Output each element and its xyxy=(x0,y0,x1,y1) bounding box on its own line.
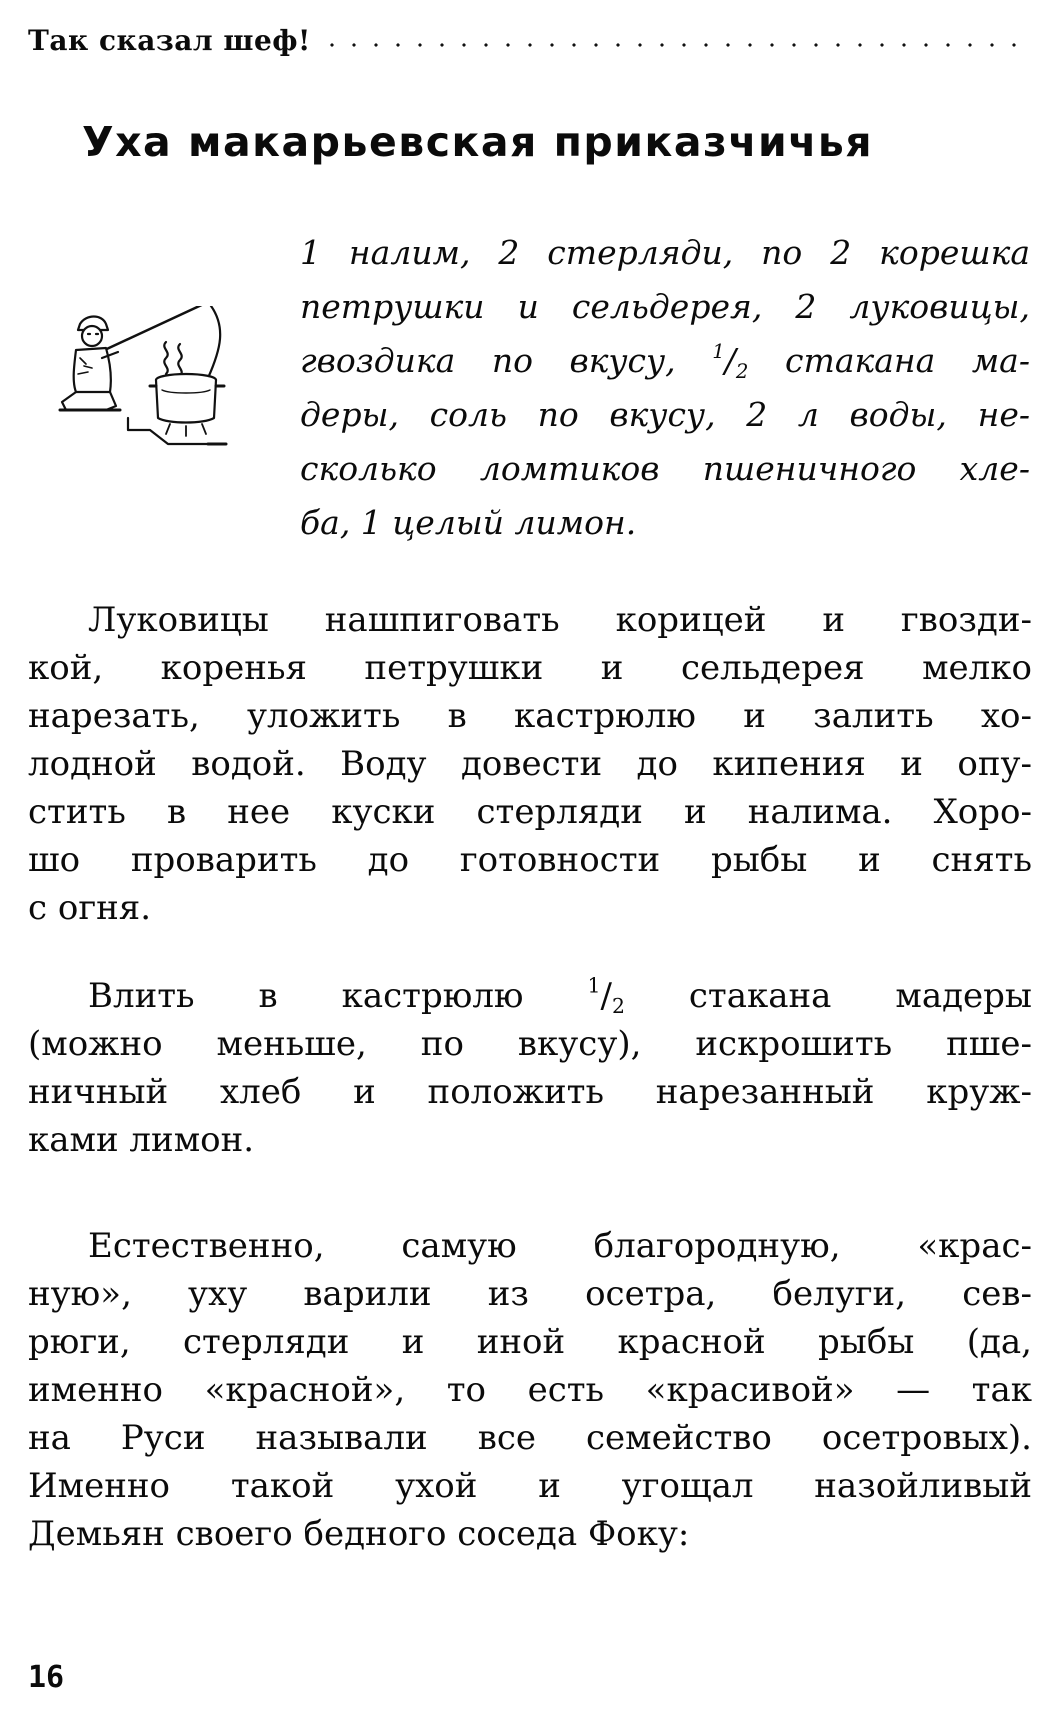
paragraph-method-2 xyxy=(28,972,1032,1164)
text-line: Влить в кастрюлю $^1/_2$ стакана мадеры xyxy=(88,973,1032,1019)
dotted-leader xyxy=(321,43,1033,47)
ingredients-line-head: гвоздика по вкусу, xyxy=(300,341,713,380)
text-line: шо проварить до готовности рыбы и снять xyxy=(28,840,1032,880)
ingredients-line: сколько ломтиков пшеничного хле- xyxy=(300,449,1030,488)
fraction-one-half: $^1/_2$ xyxy=(712,340,749,383)
ingredients-line: петрушки и сельдерея, 2 луковицы, xyxy=(300,287,1030,326)
text-line: нарезать, уложить в кастрюлю и залить хо- xyxy=(28,696,1032,736)
ingredients-line: 1 налим, 2 стерляди, по 2 корешка xyxy=(300,233,1030,272)
ingredients-list xyxy=(300,226,1030,550)
text-line: Демьян своего бедного соседа Фоку: xyxy=(28,1514,690,1554)
text-line: ничный хлеб и положить нарезанный круж- xyxy=(28,1072,1032,1112)
text-line: кой, коренья петрушки и сельдерея мелко xyxy=(28,648,1032,688)
running-head xyxy=(28,22,1033,58)
ingredients-line: деры, соль по вкусу, 2 л воды, не- xyxy=(300,395,1030,434)
recipe-title: Уха макарьевская приказчичья xyxy=(82,118,874,166)
paragraph-history xyxy=(28,1222,1032,1558)
fisherman-cooking-pot-icon xyxy=(58,306,268,476)
text-line: лодной водой. Воду довести до кипения и опу- xyxy=(28,744,1032,784)
text-line: стить в нее куски стерляди и налима. Хоро- xyxy=(28,792,1032,832)
text-line: ную», уху варили из осетра, белуги, сев- xyxy=(28,1274,1032,1314)
text-line: с огня. xyxy=(28,888,152,928)
text-line: ками лимон. xyxy=(28,1120,255,1160)
text-line: (можно меньше, по вкусу), искрошить пше- xyxy=(28,1024,1032,1064)
page-number: 16 xyxy=(28,1660,65,1695)
ingredients-line: ба, 1 целый лимон. xyxy=(300,503,637,542)
text-line: Естественно, самую благородную, «крас- xyxy=(88,1226,1032,1266)
text-line: Луковицы нашпиговать корицей и гвозди- xyxy=(88,600,1032,640)
text-line: Именно такой ухой и угощал назойливый xyxy=(28,1466,1032,1506)
text-line: рюги, стерляди и иной красной рыбы (да, xyxy=(28,1322,1032,1362)
text-line: именно «красной», то есть «красивой» — так xyxy=(28,1370,1032,1410)
ingredients-line-tail: стакана ма- xyxy=(748,341,1031,380)
ingredients-line xyxy=(300,334,1030,388)
running-head-text: Так сказал шеф! xyxy=(28,23,311,57)
paragraph-method-1 xyxy=(28,596,1032,932)
fraction-one-half: $^1/_2$ xyxy=(587,973,625,1019)
text-line: на Руси называли все семейство осетровых). xyxy=(28,1418,1032,1458)
